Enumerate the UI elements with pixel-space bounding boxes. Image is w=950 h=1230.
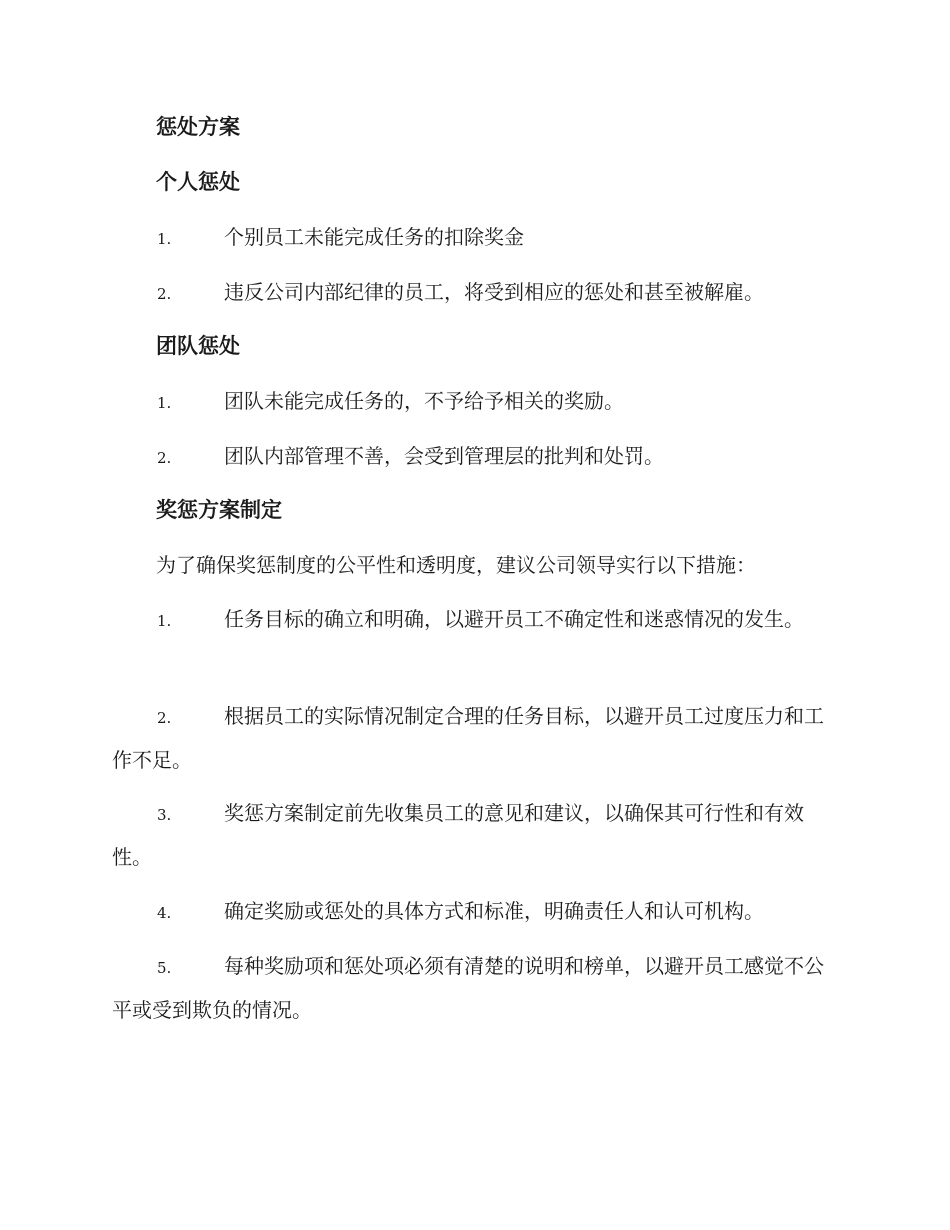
list-text: 个别员工未能完成任务的扣除奖金 [224, 225, 524, 249]
individual-heading: 个人惩处 [156, 169, 240, 194]
list-text: 根据员工的实际情况制定合理的任务目标，以避开员工过度压力和工作不足。 [112, 704, 824, 772]
list-number: 3. [157, 806, 172, 824]
list-item [112, 695, 837, 781]
list-text: 任务目标的确立和明确，以避开员工不确定性和迷惑情况的发生。 [224, 607, 804, 631]
list-text: 每种奖励项和惩处项必须有清楚的说明和榜单，以避开员工感觉不公平或受到欺负的情况。 [112, 954, 824, 1022]
list-number: 5. [157, 959, 172, 977]
list-number: 2. [157, 709, 172, 727]
section-title: 惩处方案 [156, 114, 240, 139]
list-text: 奖惩方案制定前先收集员工的意见和建议，以确保其可行性和有效性。 [112, 801, 804, 869]
list-number: 1. [157, 230, 172, 248]
list-text: 团队内部管理不善，会受到管理层的批判和处罚。 [224, 444, 664, 468]
list-item [112, 945, 837, 1031]
plan-heading: 奖惩方案制定 [156, 497, 282, 522]
list-item [112, 216, 837, 260]
plan-intro: 为了确保奖惩制度的公平性和透明度，建议公司领导实行以下措施： [156, 553, 756, 577]
team-heading: 团队惩处 [156, 333, 240, 358]
list-number: 1. [157, 612, 172, 630]
list-item [112, 598, 837, 642]
list-item [112, 890, 837, 934]
list-item [112, 792, 837, 878]
list-item [112, 435, 837, 479]
list-text: 团队未能完成任务的，不予给予相关的奖励。 [224, 389, 624, 413]
list-text: 违反公司内部纪律的员工，将受到相应的惩处和甚至被解雇。 [224, 280, 764, 304]
list-number: 4. [157, 904, 172, 922]
list-number: 2. [157, 449, 172, 467]
list-text: 确定奖励或惩处的具体方式和标准，明确责任人和认可机构。 [224, 899, 764, 923]
list-item [112, 271, 837, 315]
list-number: 1. [157, 394, 172, 412]
list-item [112, 380, 837, 424]
list-number: 2. [157, 285, 172, 303]
